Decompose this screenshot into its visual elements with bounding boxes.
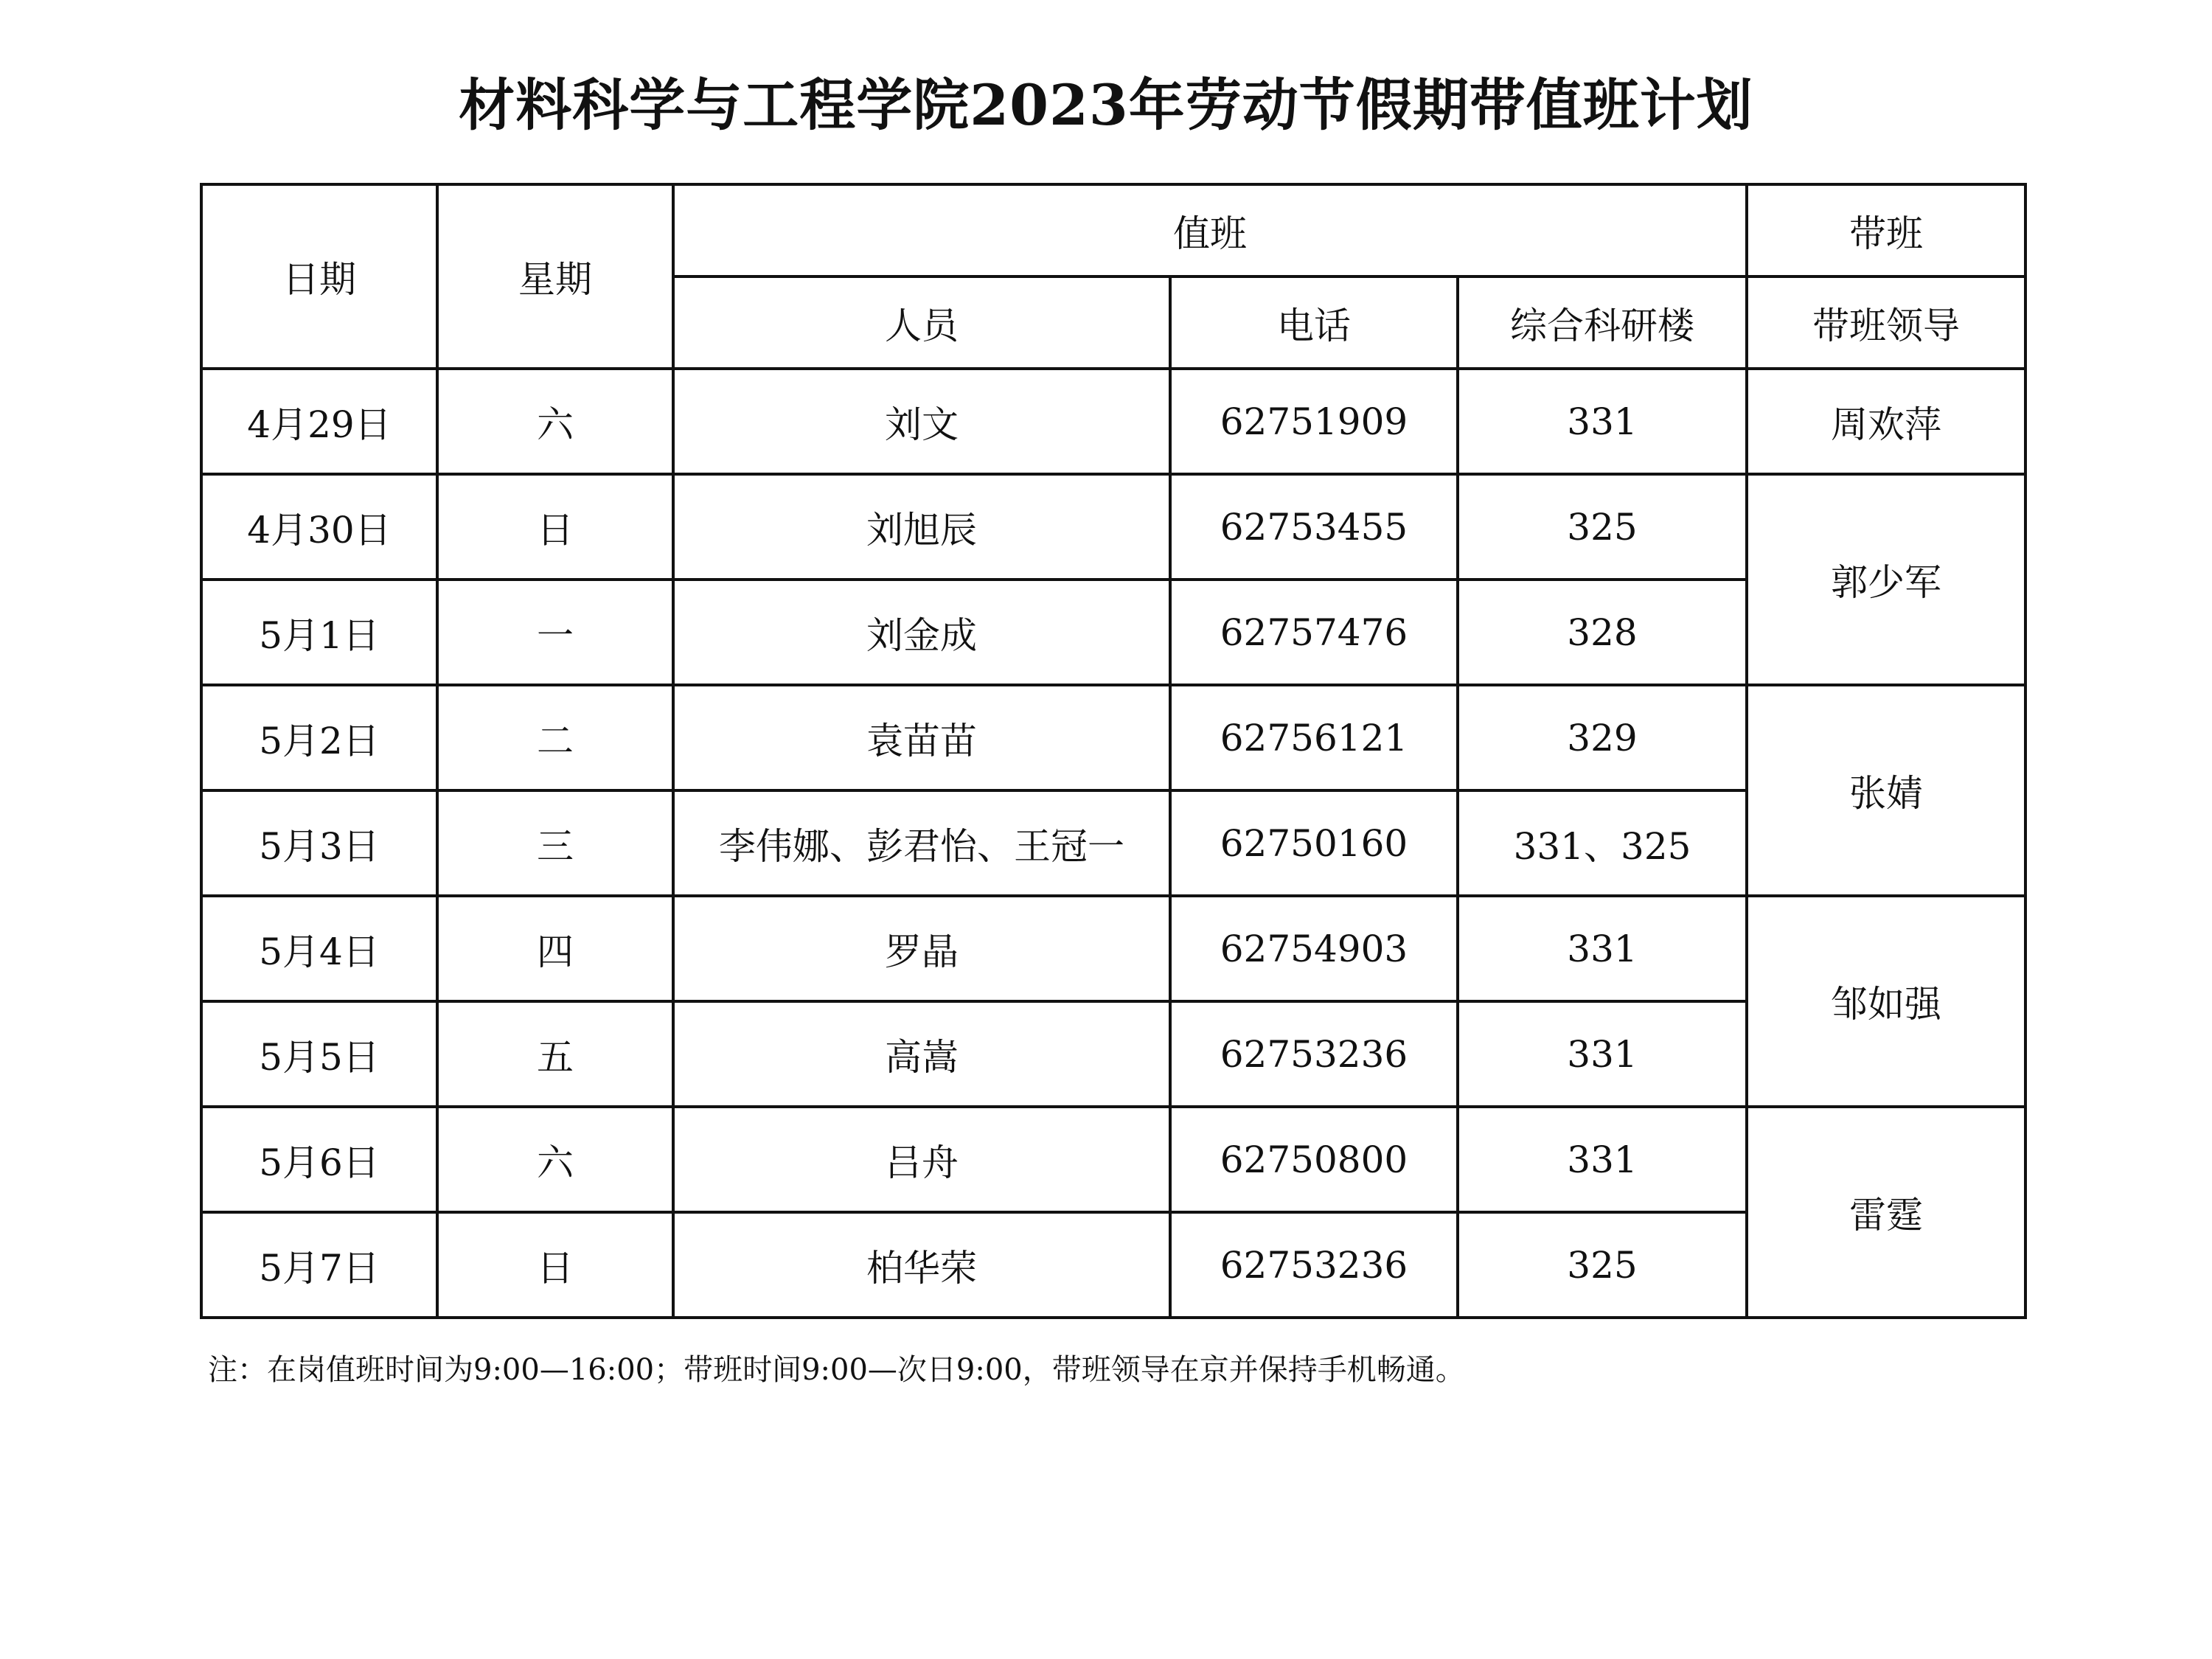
weekday-cell: 三 (437, 790, 673, 896)
date-cell: 5月5日 (201, 1001, 437, 1107)
leader-cell: 周欢萍 (1747, 369, 2025, 474)
building-cell: 325 (1458, 1212, 1747, 1318)
person-cell: 柏华荣 (673, 1212, 1170, 1318)
header-date: 日期 (201, 184, 437, 369)
phone-cell: 62757476 (1170, 580, 1458, 685)
date-cell: 5月1日 (201, 580, 437, 685)
date-cell: 5月3日 (201, 790, 437, 896)
phone-cell: 62751909 (1170, 369, 1458, 474)
date-cell: 4月29日 (201, 369, 437, 474)
date-cell: 5月4日 (201, 896, 437, 1001)
table-row (201, 369, 2025, 474)
building-cell: 329 (1458, 685, 1747, 790)
leader-cell: 郭少军 (1747, 474, 2025, 685)
date-cell: 5月2日 (201, 685, 437, 790)
person-cell: 袁苗苗 (673, 685, 1170, 790)
building-cell: 331、325 (1458, 790, 1747, 896)
table-row (201, 896, 2025, 1001)
header-leader: 带班领导 (1747, 276, 2025, 369)
weekday-cell: 日 (437, 474, 673, 580)
building-cell: 331 (1458, 369, 1747, 474)
header-person: 人员 (673, 276, 1170, 369)
weekday-cell: 日 (437, 1212, 673, 1318)
leader-cell: 雷霆 (1747, 1107, 2025, 1318)
header-phone: 电话 (1170, 276, 1458, 369)
building-cell: 328 (1458, 580, 1747, 685)
leader-cell: 张婧 (1747, 685, 2025, 896)
building-cell: 325 (1458, 474, 1747, 580)
weekday-cell: 四 (437, 896, 673, 1001)
weekday-cell: 六 (437, 369, 673, 474)
phone-cell: 62750800 (1170, 1107, 1458, 1212)
table-row (201, 474, 2025, 580)
footnote: 注：在岗值班时间为9:00—16:00；带班时间9:00—次日9:00，带班领导在京并保持手机畅通。 (208, 1353, 1465, 1387)
building-cell: 331 (1458, 1001, 1747, 1107)
header-duty-group: 值班 (673, 184, 1747, 276)
phone-cell: 62753236 (1170, 1001, 1458, 1107)
header-weekday: 星期 (437, 184, 673, 369)
header-leader-group: 带班 (1747, 184, 2025, 276)
person-cell: 罗晶 (673, 896, 1170, 1001)
date-cell: 4月30日 (201, 474, 437, 580)
phone-cell: 62754903 (1170, 896, 1458, 1001)
phone-cell: 62756121 (1170, 685, 1458, 790)
weekday-cell: 二 (437, 685, 673, 790)
building-cell: 331 (1458, 896, 1747, 1001)
person-cell: 高嵩 (673, 1001, 1170, 1107)
table-row (201, 685, 2025, 790)
table-row (201, 1107, 2025, 1212)
header-building: 综合科研楼 (1458, 276, 1747, 369)
person-cell: 吕舟 (673, 1107, 1170, 1212)
person-cell: 刘旭辰 (673, 474, 1170, 580)
person-cell: 刘金成 (673, 580, 1170, 685)
phone-cell: 62753236 (1170, 1212, 1458, 1318)
weekday-cell: 六 (437, 1107, 673, 1212)
building-cell: 331 (1458, 1107, 1747, 1212)
phone-cell: 62753455 (1170, 474, 1458, 580)
date-cell: 5月6日 (201, 1107, 437, 1212)
date-cell: 5月7日 (201, 1212, 437, 1318)
duty-schedule-table (200, 183, 2027, 1319)
phone-cell: 62750160 (1170, 790, 1458, 896)
weekday-cell: 五 (437, 1001, 673, 1107)
person-cell: 李伟娜、彭君怡、王冠一 (673, 790, 1170, 896)
weekday-cell: 一 (437, 580, 673, 685)
leader-cell: 邹如强 (1747, 896, 2025, 1107)
table-header-row (201, 184, 2025, 276)
person-cell: 刘文 (673, 369, 1170, 474)
page-title: 材料科学与工程学院2023年劳动节假期带值班计划 (459, 72, 1753, 138)
